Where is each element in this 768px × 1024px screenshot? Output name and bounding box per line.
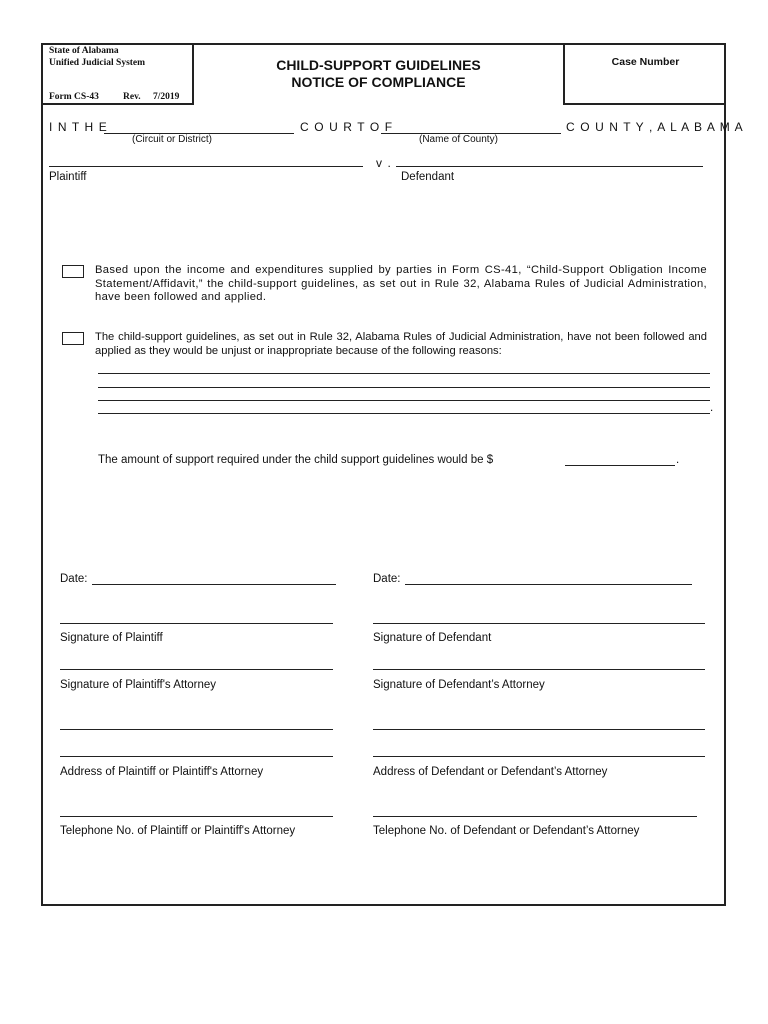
form-title-line1: CHILD-SUPPORT GUIDELINES xyxy=(276,57,481,73)
defendant-telephone-label: Telephone No. of Defendant or Defendant’s Attorney xyxy=(373,825,640,837)
court-of-label: C O U R T O F xyxy=(300,120,394,134)
defendant-address-line-2[interactable] xyxy=(373,756,705,757)
defendant-address-label: Address of Defendant or Defendant’s Attorney xyxy=(373,766,608,778)
defendant-label: Defendant xyxy=(401,171,455,183)
plaintiff-telephone-label: Telephone No. of Plaintiff or Plaintiff's Attorney xyxy=(60,825,296,837)
reason-line-4[interactable] xyxy=(98,413,710,414)
county-hint: (Name of County) xyxy=(419,134,498,145)
option1-checkbox[interactable] xyxy=(62,265,84,278)
reason-line-1[interactable] xyxy=(98,373,710,374)
defendant-date-label: Date: xyxy=(373,573,401,585)
case-number-label: Case Number xyxy=(611,56,680,68)
amount-text: The amount of support required under the child support guidelines would be $ xyxy=(98,454,494,466)
amount-field[interactable] xyxy=(565,465,675,466)
defendant-telephone-field[interactable] xyxy=(373,816,697,817)
defendant-field[interactable] xyxy=(396,166,703,167)
case-number-box xyxy=(563,43,726,105)
option2-checkbox[interactable] xyxy=(62,332,84,345)
defendant-attorney-signature-label: Signature of Defendant’s Attorney xyxy=(373,679,545,691)
plaintiff-date-label: Date: xyxy=(60,573,88,585)
reason-line-3[interactable] xyxy=(98,400,710,401)
versus-label: v . xyxy=(376,156,392,170)
plaintiff-attorney-signature-label: Signature of Plaintiff's Attorney xyxy=(60,679,217,691)
in-the-label: I N T H E xyxy=(49,120,108,134)
plaintiff-date-field[interactable] xyxy=(92,584,336,585)
plaintiff-address-line-2[interactable] xyxy=(60,756,333,757)
defendant-signature-label: Signature of Defendant xyxy=(373,632,492,644)
plaintiff-field[interactable] xyxy=(49,166,363,167)
defendant-date-field[interactable] xyxy=(405,584,692,585)
county-alabama-label: C O U N T Y , A L A B A M A xyxy=(566,120,744,134)
system-label: Unified Judicial System xyxy=(49,58,146,68)
form-number: Form CS-43 xyxy=(49,92,99,102)
plaintiff-signature-label: Signature of Plaintiff xyxy=(60,632,163,644)
option2-text: The child-support guidelines, as set out in Rule 32, Alabama Rules of Judicial Administration, have not been followed and applied as they would be unjust or inappropriate because of the following reasons: xyxy=(95,331,707,357)
plaintiff-signature-field[interactable] xyxy=(60,623,333,624)
option1-text: Based upon the income and expenditures supplied by parties in Form CS-41, “Child-Support Obligation Income Statement/Affidavit,” the child-support guidelines, as set out in Rule 32, Alabama Rules of Judicial Administration, have been followed and applied. xyxy=(95,264,707,303)
defendant-signature-field[interactable] xyxy=(373,623,705,624)
revision-date: 7/2019 xyxy=(153,92,180,102)
defendant-address-line-1[interactable] xyxy=(373,729,705,730)
revision-label: Rev. xyxy=(123,92,141,102)
plaintiff-address-line-1[interactable] xyxy=(60,729,333,730)
state-label: State of Alabama xyxy=(49,46,119,56)
circuit-hint: (Circuit or District) xyxy=(132,134,212,145)
plaintiff-address-label: Address of Plaintiff or Plaintiff's Attorney xyxy=(60,766,264,778)
form-title-line2: NOTICE OF COMPLIANCE xyxy=(291,74,466,90)
plaintiff-telephone-field[interactable] xyxy=(60,816,333,817)
plaintiff-label: Plaintiff xyxy=(49,171,87,183)
defendant-attorney-signature-field[interactable] xyxy=(373,669,705,670)
plaintiff-attorney-signature-field[interactable] xyxy=(60,669,333,670)
reason-line-2[interactable] xyxy=(98,387,710,388)
amount-period: . xyxy=(676,454,680,466)
reasons-period: . xyxy=(710,402,714,414)
